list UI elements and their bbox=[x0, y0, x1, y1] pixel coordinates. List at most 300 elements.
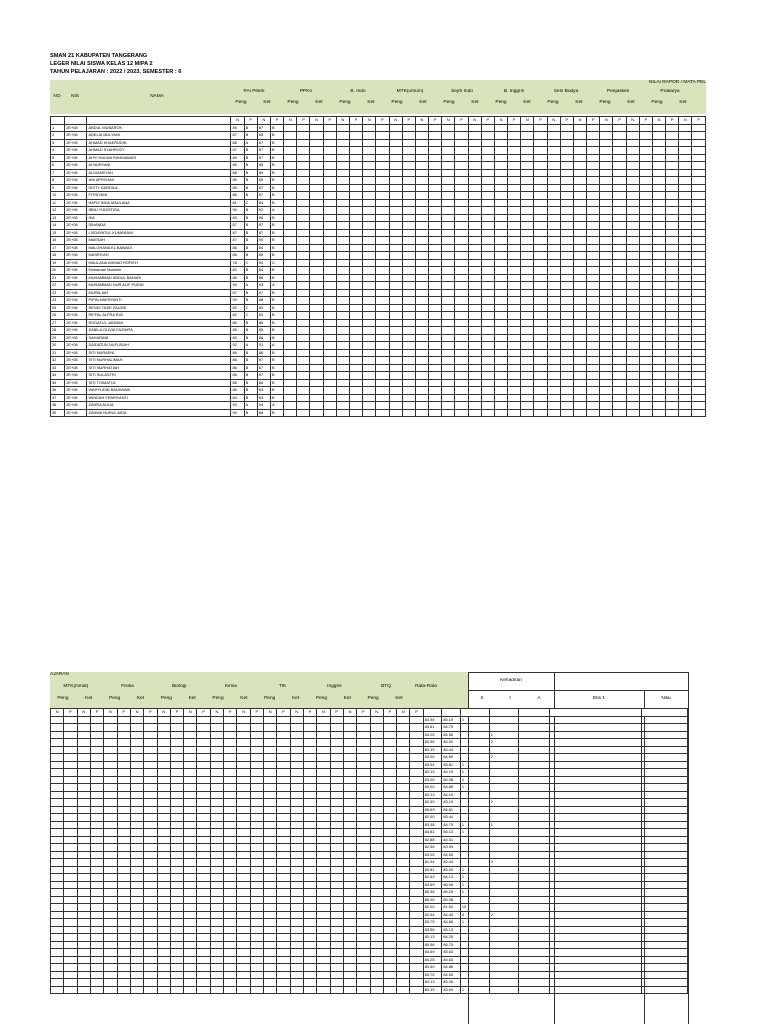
nis-cell: 2E+08 bbox=[65, 192, 87, 200]
score-cell bbox=[290, 851, 303, 859]
score-cell bbox=[224, 964, 237, 972]
score-cell bbox=[277, 829, 290, 837]
score-cell bbox=[652, 342, 665, 350]
score-cell bbox=[410, 761, 423, 769]
score-cell bbox=[397, 829, 410, 837]
score-cell bbox=[224, 784, 237, 792]
score-cell: B bbox=[244, 274, 257, 282]
student-name: AHMAD SYAHROZY bbox=[87, 147, 231, 155]
attendance-s bbox=[460, 941, 489, 949]
score-cell bbox=[290, 821, 303, 829]
score-cell bbox=[389, 259, 402, 267]
np-cell: N bbox=[157, 709, 170, 717]
score-cell bbox=[317, 964, 330, 972]
subhead-peng: Peng bbox=[495, 100, 507, 105]
score-cell bbox=[350, 222, 363, 230]
np-cell: N bbox=[310, 117, 323, 125]
score-cell bbox=[224, 926, 237, 934]
attendance-i bbox=[489, 806, 518, 814]
score-cell bbox=[237, 911, 250, 919]
score-cell bbox=[666, 289, 679, 297]
score-cell bbox=[323, 282, 336, 290]
score-cell bbox=[547, 327, 560, 335]
score-cell bbox=[250, 746, 263, 754]
score-cell bbox=[284, 394, 297, 402]
score-cell bbox=[303, 949, 316, 957]
average-cell: 84.69 bbox=[423, 881, 442, 889]
score-cell bbox=[560, 349, 573, 357]
score-cell bbox=[376, 244, 389, 252]
score-cell: 86 bbox=[231, 192, 244, 200]
np-cell: N bbox=[679, 117, 692, 125]
score-cell bbox=[429, 312, 442, 320]
score-cell bbox=[429, 319, 442, 327]
attendance-s: 1 bbox=[460, 829, 489, 837]
score-cell bbox=[508, 364, 521, 372]
student-name: SITI TOIMATUL bbox=[87, 379, 231, 387]
table-row bbox=[51, 162, 706, 170]
score-cell: 86 bbox=[257, 319, 270, 327]
student-name: AHYI HULWA RAHMAWATI bbox=[87, 154, 231, 162]
score-cell bbox=[104, 896, 117, 904]
score-cell bbox=[429, 387, 442, 395]
score-cell: 81 bbox=[231, 199, 244, 207]
score-cell bbox=[264, 859, 277, 867]
score-cell bbox=[508, 334, 521, 342]
score-cell bbox=[336, 199, 349, 207]
score-cell bbox=[692, 282, 706, 290]
student-name: AI NURYANI bbox=[87, 162, 231, 170]
score-cell: 87 bbox=[231, 147, 244, 155]
score-cell bbox=[184, 829, 197, 837]
table-row bbox=[51, 357, 706, 365]
score-cell bbox=[547, 237, 560, 245]
score-cell bbox=[626, 304, 639, 312]
score-cell bbox=[679, 282, 692, 290]
score-cell: 88 bbox=[257, 409, 270, 417]
np-cell: P bbox=[587, 117, 600, 125]
score-cell bbox=[77, 889, 90, 897]
student-name: ZAHWA NURUL AIDA bbox=[87, 409, 231, 417]
score-cell bbox=[679, 229, 692, 237]
attendance-s bbox=[460, 836, 489, 844]
score-cell bbox=[494, 274, 507, 282]
score-cell bbox=[573, 334, 586, 342]
score-cell bbox=[350, 394, 363, 402]
score-cell bbox=[397, 806, 410, 814]
score-cell bbox=[679, 147, 692, 155]
student-name: ANI APRIYANI bbox=[87, 177, 231, 185]
score-cell bbox=[184, 866, 197, 874]
subhead-peng: Peng bbox=[160, 696, 172, 701]
student-name: IBNU YUDISTIRA bbox=[87, 207, 231, 215]
score-cell bbox=[197, 986, 210, 994]
score-cell bbox=[264, 724, 277, 732]
score-cell bbox=[117, 934, 130, 942]
score-cell bbox=[455, 207, 468, 215]
score-cell bbox=[224, 956, 237, 964]
score-cell bbox=[284, 169, 297, 177]
score-cell bbox=[666, 327, 679, 335]
score-cell bbox=[90, 731, 103, 739]
nilai-cell bbox=[642, 956, 688, 964]
score-cell bbox=[494, 342, 507, 350]
score-cell bbox=[383, 889, 396, 897]
score-cell bbox=[117, 911, 130, 919]
score-cell: B bbox=[244, 124, 257, 132]
score-cell bbox=[508, 229, 521, 237]
attendance-a bbox=[518, 769, 549, 777]
score-cell bbox=[481, 222, 494, 230]
eks-cell bbox=[549, 881, 642, 889]
score-cell bbox=[77, 866, 90, 874]
score-cell bbox=[330, 829, 343, 837]
score-cell bbox=[144, 761, 157, 769]
student-name: FITRIYANI bbox=[87, 192, 231, 200]
score-cell bbox=[521, 342, 534, 350]
row-number: 38 bbox=[51, 402, 65, 410]
score-cell bbox=[410, 836, 423, 844]
score-cell bbox=[303, 926, 316, 934]
score-cell bbox=[639, 402, 652, 410]
score-cell: 88 bbox=[257, 349, 270, 357]
score-cell bbox=[264, 904, 277, 912]
score-cell bbox=[51, 986, 64, 994]
np-cell: N bbox=[284, 117, 297, 125]
score-cell bbox=[534, 409, 547, 417]
score-cell bbox=[600, 184, 613, 192]
score-cell bbox=[639, 357, 652, 365]
score-cell bbox=[130, 881, 143, 889]
score-cell bbox=[429, 237, 442, 245]
score-cell bbox=[250, 769, 263, 777]
average-cell: 85.56 bbox=[442, 731, 461, 739]
score-cell bbox=[415, 274, 428, 282]
score-cell bbox=[679, 274, 692, 282]
score-cell bbox=[587, 394, 600, 402]
score-cell bbox=[376, 357, 389, 365]
score-cell bbox=[692, 237, 706, 245]
score-cell bbox=[600, 274, 613, 282]
score-cell: B bbox=[244, 267, 257, 275]
score-cell bbox=[383, 821, 396, 829]
nis-cell: 2E+08 bbox=[65, 327, 87, 335]
score-cell bbox=[455, 364, 468, 372]
score-cell bbox=[51, 866, 64, 874]
score-cell bbox=[429, 244, 442, 252]
np-cell: P bbox=[297, 117, 310, 125]
score-cell bbox=[626, 162, 639, 170]
score-cell: 90 bbox=[231, 297, 244, 305]
score-cell bbox=[144, 821, 157, 829]
attendance-i bbox=[489, 904, 518, 912]
score-cell: 82 bbox=[231, 312, 244, 320]
score-cell bbox=[117, 859, 130, 867]
score-cell bbox=[573, 364, 586, 372]
score-cell bbox=[442, 207, 455, 215]
score-cell bbox=[560, 379, 573, 387]
score-cell bbox=[264, 971, 277, 979]
attendance-a bbox=[518, 806, 549, 814]
score-cell bbox=[117, 851, 130, 859]
score-cell bbox=[310, 162, 323, 170]
row-number: 4 bbox=[51, 147, 65, 155]
score-cell bbox=[197, 874, 210, 882]
score-cell bbox=[336, 289, 349, 297]
attendance-a bbox=[518, 904, 549, 912]
eks-cell bbox=[549, 776, 642, 784]
average-cell: 84.50 bbox=[442, 971, 461, 979]
score-cell bbox=[573, 222, 586, 230]
score-cell bbox=[237, 979, 250, 987]
score-cell bbox=[170, 926, 183, 934]
score-cell: 85 bbox=[231, 177, 244, 185]
score-cell bbox=[666, 132, 679, 140]
score-cell bbox=[117, 716, 130, 724]
score-cell bbox=[363, 364, 376, 372]
score-cell bbox=[290, 731, 303, 739]
score-cell: C bbox=[244, 312, 257, 320]
score-cell bbox=[415, 162, 428, 170]
attendance-i bbox=[489, 836, 518, 844]
score-cell bbox=[197, 761, 210, 769]
score-cell bbox=[397, 769, 410, 777]
score-cell bbox=[210, 911, 223, 919]
table-row bbox=[51, 124, 706, 132]
score-cell bbox=[679, 222, 692, 230]
attendance-s: 1 bbox=[460, 761, 489, 769]
score-cell bbox=[51, 799, 64, 807]
score-cell bbox=[415, 334, 428, 342]
score-cell bbox=[51, 949, 64, 957]
average-cell: 81.94 bbox=[442, 904, 461, 912]
score-cell bbox=[343, 791, 356, 799]
score-cell bbox=[376, 327, 389, 335]
score-cell bbox=[310, 244, 323, 252]
nilai-cell bbox=[642, 716, 688, 724]
score-cell bbox=[64, 889, 77, 897]
score-cell bbox=[64, 926, 77, 934]
score-cell bbox=[455, 387, 468, 395]
score-cell bbox=[534, 364, 547, 372]
score-cell bbox=[666, 244, 679, 252]
score-cell bbox=[415, 402, 428, 410]
score-cell bbox=[117, 889, 130, 897]
score-cell bbox=[184, 964, 197, 972]
score-cell bbox=[692, 267, 706, 275]
score-cell bbox=[376, 214, 389, 222]
score-cell bbox=[157, 784, 170, 792]
score-cell bbox=[508, 124, 521, 132]
score-cell bbox=[264, 911, 277, 919]
score-cell bbox=[376, 289, 389, 297]
score-cell bbox=[600, 252, 613, 260]
score-cell bbox=[560, 184, 573, 192]
score-cell bbox=[547, 244, 560, 252]
score-cell bbox=[587, 199, 600, 207]
np-cell: N bbox=[626, 117, 639, 125]
score-cell bbox=[415, 409, 428, 417]
score-cell bbox=[330, 971, 343, 979]
np-cell: P bbox=[144, 709, 157, 717]
score-cell bbox=[468, 244, 481, 252]
nis-cell: 2E+08 bbox=[65, 222, 87, 230]
subhead-peng: Peng bbox=[264, 696, 276, 701]
subhead-ket: Ket bbox=[395, 696, 403, 701]
score-cell bbox=[389, 222, 402, 230]
score-cell bbox=[51, 896, 64, 904]
eks-label: Eks 1 bbox=[593, 696, 605, 701]
score-cell bbox=[560, 252, 573, 260]
score-cell bbox=[336, 387, 349, 395]
attendance-i bbox=[489, 949, 518, 957]
student-name: SAHARANI bbox=[87, 334, 231, 342]
score-cell bbox=[410, 829, 423, 837]
score-cell bbox=[652, 327, 665, 335]
score-cell: B bbox=[270, 184, 283, 192]
score-cell bbox=[297, 402, 310, 410]
score-cell bbox=[303, 979, 316, 987]
score-cell bbox=[468, 409, 481, 417]
score-cell bbox=[210, 851, 223, 859]
score-cell: B bbox=[270, 177, 283, 185]
score-cell bbox=[144, 866, 157, 874]
score-cell bbox=[560, 387, 573, 395]
score-cell bbox=[587, 177, 600, 185]
score-cell bbox=[455, 289, 468, 297]
score-cell bbox=[184, 971, 197, 979]
score-cell bbox=[297, 207, 310, 215]
table-row bbox=[51, 252, 706, 260]
score-cell bbox=[639, 334, 652, 342]
score-cell bbox=[310, 289, 323, 297]
score-cell bbox=[370, 911, 383, 919]
score-cell bbox=[117, 971, 130, 979]
score-cell bbox=[157, 964, 170, 972]
score-cell bbox=[397, 986, 410, 994]
score-cell bbox=[237, 769, 250, 777]
score-cell bbox=[336, 192, 349, 200]
score-cell bbox=[90, 806, 103, 814]
score-cell bbox=[51, 859, 64, 867]
score-cell bbox=[402, 274, 415, 282]
score-cell bbox=[357, 724, 370, 732]
score-cell bbox=[639, 139, 652, 147]
student-name: ABDUL MUBAROK bbox=[87, 124, 231, 132]
score-cell bbox=[336, 379, 349, 387]
score-cell bbox=[397, 904, 410, 912]
score-cell bbox=[547, 252, 560, 260]
score-cell bbox=[197, 806, 210, 814]
score-cell bbox=[350, 342, 363, 350]
score-cell bbox=[652, 237, 665, 245]
score-cell bbox=[310, 199, 323, 207]
score-cell bbox=[383, 836, 396, 844]
score-cell bbox=[639, 409, 652, 417]
score-cell bbox=[468, 319, 481, 327]
score-cell bbox=[310, 304, 323, 312]
score-cell bbox=[679, 207, 692, 215]
score-cell bbox=[157, 904, 170, 912]
attendance-s: 1 bbox=[460, 821, 489, 829]
table-row bbox=[51, 866, 688, 874]
table-row bbox=[51, 844, 688, 852]
score-cell bbox=[284, 274, 297, 282]
score-cell bbox=[613, 184, 626, 192]
score-cell bbox=[184, 836, 197, 844]
score-cell bbox=[363, 267, 376, 275]
nis-cell: 2E+08 bbox=[65, 237, 87, 245]
score-cell bbox=[104, 776, 117, 784]
score-cell bbox=[64, 859, 77, 867]
score-cell bbox=[51, 926, 64, 934]
score-cell bbox=[277, 821, 290, 829]
score-cell bbox=[534, 259, 547, 267]
score-cell bbox=[370, 979, 383, 987]
score-cell bbox=[357, 919, 370, 927]
score-cell bbox=[303, 934, 316, 942]
table-row bbox=[51, 739, 688, 747]
eks-cell bbox=[549, 926, 642, 934]
score-cell bbox=[317, 956, 330, 964]
student-name: HAFIZ INDA MAULANA bbox=[87, 199, 231, 207]
score-cell: B bbox=[270, 222, 283, 230]
score-cell: B bbox=[244, 222, 257, 230]
score-cell bbox=[370, 919, 383, 927]
att-i: I bbox=[509, 696, 511, 701]
score-cell bbox=[560, 139, 573, 147]
score-cell bbox=[679, 387, 692, 395]
score-cell bbox=[679, 132, 692, 140]
score-cell bbox=[284, 357, 297, 365]
eks-cell bbox=[549, 941, 642, 949]
attendance-s: 1 bbox=[460, 919, 489, 927]
score-cell bbox=[157, 881, 170, 889]
score-cell bbox=[104, 851, 117, 859]
score-cell bbox=[573, 229, 586, 237]
score-cell bbox=[237, 851, 250, 859]
score-cell bbox=[389, 402, 402, 410]
score-cell bbox=[64, 979, 77, 987]
score-cell bbox=[521, 229, 534, 237]
score-cell bbox=[64, 776, 77, 784]
score-cell: 83 bbox=[257, 387, 270, 395]
score-cell bbox=[415, 132, 428, 140]
score-cell bbox=[613, 342, 626, 350]
row-number: 1 bbox=[51, 124, 65, 132]
score-cell bbox=[370, 851, 383, 859]
leger-page-2 bbox=[0, 660, 768, 1024]
score-cell bbox=[679, 364, 692, 372]
score-cell bbox=[284, 124, 297, 132]
score-cell bbox=[692, 147, 706, 155]
eks-cell bbox=[549, 761, 642, 769]
score-cell bbox=[534, 229, 547, 237]
score-cell bbox=[250, 829, 263, 837]
score-cell bbox=[521, 372, 534, 380]
score-cell bbox=[297, 214, 310, 222]
score-cell bbox=[323, 192, 336, 200]
score-cell bbox=[277, 874, 290, 882]
attendance-s bbox=[460, 926, 489, 934]
subhead-ket: Ket bbox=[523, 100, 531, 105]
attendance-a bbox=[518, 896, 549, 904]
score-cell bbox=[330, 784, 343, 792]
nis-cell: 2E+08 bbox=[65, 349, 87, 357]
score-cell bbox=[104, 731, 117, 739]
score-cell bbox=[560, 192, 573, 200]
score-cell bbox=[310, 364, 323, 372]
